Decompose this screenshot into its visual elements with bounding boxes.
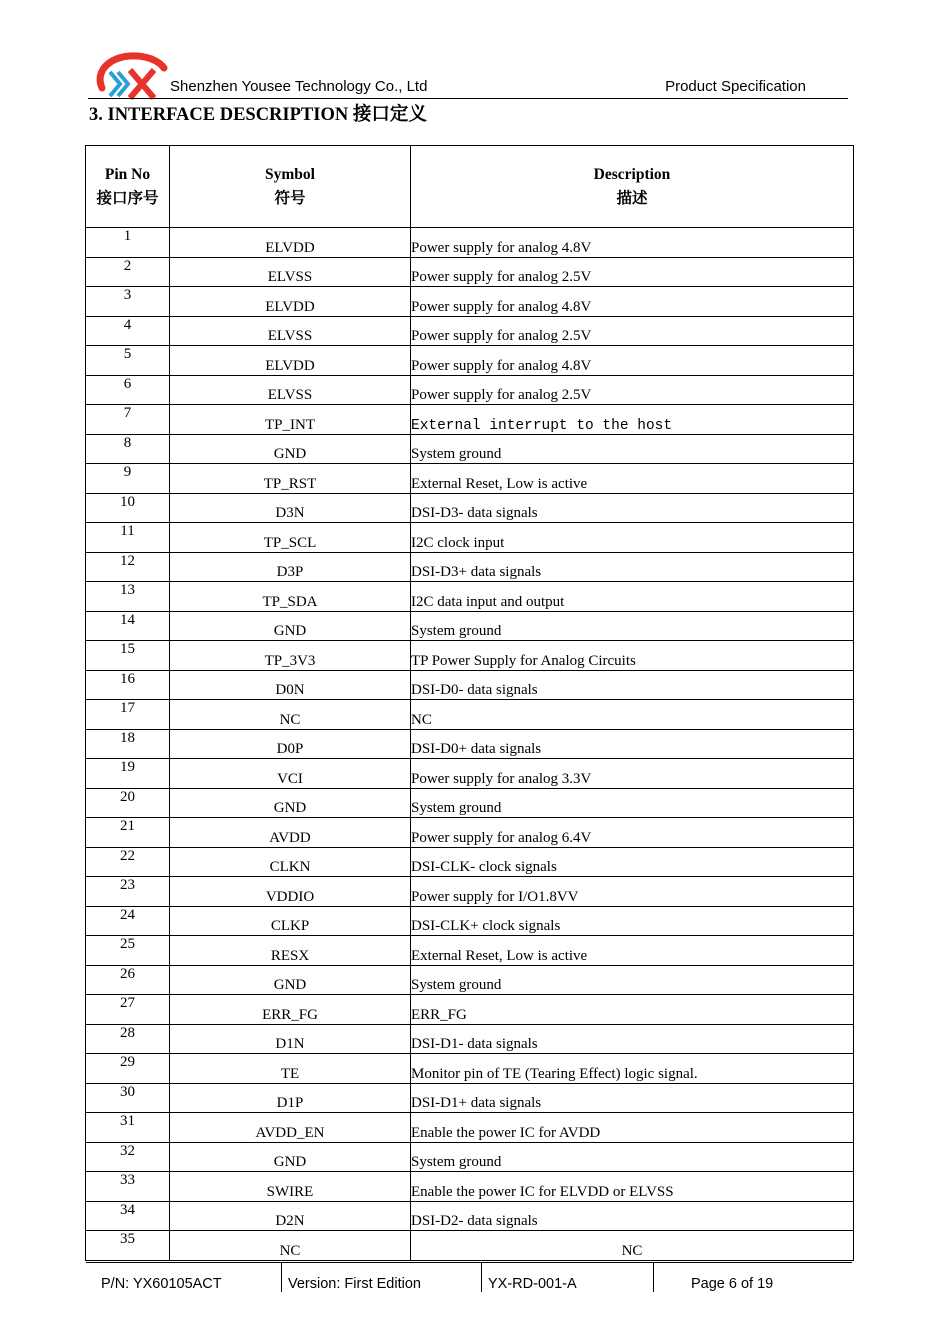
pin-symbol: TE bbox=[170, 1054, 411, 1084]
pin-description: DSI-D0- data signals bbox=[411, 670, 854, 700]
table-row bbox=[86, 995, 854, 1025]
pin-description: External Reset, Low is active bbox=[411, 936, 854, 966]
table-row bbox=[86, 1113, 854, 1143]
pin-number: 14 bbox=[86, 611, 170, 641]
col-header-description bbox=[411, 146, 854, 228]
pin-number: 11 bbox=[86, 523, 170, 553]
pin-symbol: ELVDD bbox=[170, 287, 411, 317]
pin-symbol: TP_SCL bbox=[170, 523, 411, 553]
pin-symbol: NC bbox=[170, 700, 411, 730]
col-header-description-en: Description bbox=[593, 165, 671, 183]
pin-symbol: CLKN bbox=[170, 847, 411, 877]
table-row bbox=[86, 1142, 854, 1172]
table-row bbox=[86, 434, 854, 464]
document-number: YX-RD-001-A bbox=[488, 1276, 577, 1292]
pin-symbol: TP_SDA bbox=[170, 582, 411, 612]
pin-symbol: D1P bbox=[170, 1083, 411, 1113]
pin-number: 35 bbox=[86, 1231, 170, 1261]
pin-number: 32 bbox=[86, 1142, 170, 1172]
table-row bbox=[86, 670, 854, 700]
pin-symbol: NC bbox=[170, 1231, 411, 1261]
pin-symbol: SWIRE bbox=[170, 1172, 411, 1202]
pin-number: 22 bbox=[86, 847, 170, 877]
col-header-symbol bbox=[170, 146, 411, 228]
pin-description: External interrupt to the host bbox=[411, 405, 854, 435]
pin-symbol: D3P bbox=[170, 552, 411, 582]
pin-description: I2C clock input bbox=[411, 523, 854, 553]
pin-number: 24 bbox=[86, 906, 170, 936]
pin-number: 15 bbox=[86, 641, 170, 671]
pin-description: Power supply for analog 2.5V bbox=[411, 316, 854, 346]
table-row bbox=[86, 906, 854, 936]
pin-symbol: AVDD_EN bbox=[170, 1113, 411, 1143]
pin-description: System ground bbox=[411, 1142, 854, 1172]
interface-table bbox=[85, 145, 854, 1261]
pin-symbol: AVDD bbox=[170, 818, 411, 848]
pin-description: DSI-CLK- clock signals bbox=[411, 847, 854, 877]
pin-description: DSI-D3- data signals bbox=[411, 493, 854, 523]
pin-symbol: D2N bbox=[170, 1201, 411, 1231]
table-row bbox=[86, 1201, 854, 1231]
table-row bbox=[86, 582, 854, 612]
pin-number: 7 bbox=[86, 405, 170, 435]
table-row bbox=[86, 1172, 854, 1202]
pin-symbol: D1N bbox=[170, 1024, 411, 1054]
pin-description: Power supply for analog 2.5V bbox=[411, 257, 854, 287]
table-row bbox=[86, 729, 854, 759]
pin-description: System ground bbox=[411, 965, 854, 995]
pin-symbol: D0N bbox=[170, 670, 411, 700]
table-row bbox=[86, 936, 854, 966]
pin-symbol: ELVDD bbox=[170, 346, 411, 376]
pin-description: TP Power Supply for Analog Circuits bbox=[411, 641, 854, 671]
pin-symbol: VCI bbox=[170, 759, 411, 789]
pin-description: DSI-D1+ data signals bbox=[411, 1083, 854, 1113]
table-row bbox=[86, 1083, 854, 1113]
page-footer bbox=[86, 1262, 852, 1292]
pin-description: DSI-D1- data signals bbox=[411, 1024, 854, 1054]
pin-description: Power supply for analog 4.8V bbox=[411, 287, 854, 317]
pin-symbol: D3N bbox=[170, 493, 411, 523]
header-rule bbox=[88, 98, 848, 99]
table-row bbox=[86, 316, 854, 346]
pin-description: Power supply for analog 6.4V bbox=[411, 818, 854, 848]
document-type: Product Specification bbox=[665, 78, 806, 95]
pin-number: 20 bbox=[86, 788, 170, 818]
table-row bbox=[86, 346, 854, 376]
pin-description: Power supply for analog 2.5V bbox=[411, 375, 854, 405]
table-row bbox=[86, 287, 854, 317]
table-row bbox=[86, 464, 854, 494]
pin-description: Power supply for I/O1.8VV bbox=[411, 877, 854, 907]
table-row bbox=[86, 641, 854, 671]
pin-description: System ground bbox=[411, 611, 854, 641]
pin-symbol: GND bbox=[170, 788, 411, 818]
table-row bbox=[86, 493, 854, 523]
pin-description: Enable the power IC for ELVDD or ELVSS bbox=[411, 1172, 854, 1202]
pin-description: External Reset, Low is active bbox=[411, 464, 854, 494]
table-row bbox=[86, 405, 854, 435]
pin-symbol: CLKP bbox=[170, 906, 411, 936]
pin-number: 29 bbox=[86, 1054, 170, 1084]
col-header-pin bbox=[86, 146, 170, 228]
pin-number: 34 bbox=[86, 1201, 170, 1231]
pin-number: 1 bbox=[86, 228, 170, 258]
pin-symbol: TP_RST bbox=[170, 464, 411, 494]
pin-symbol: GND bbox=[170, 611, 411, 641]
pin-number: 26 bbox=[86, 965, 170, 995]
table-row bbox=[86, 523, 854, 553]
table-row bbox=[86, 611, 854, 641]
pin-number: 21 bbox=[86, 818, 170, 848]
pin-symbol: RESX bbox=[170, 936, 411, 966]
pin-symbol: GND bbox=[170, 965, 411, 995]
col-header-symbol-cn: 符号 bbox=[274, 189, 306, 207]
pin-number: 18 bbox=[86, 729, 170, 759]
table-row bbox=[86, 788, 854, 818]
pin-number: 31 bbox=[86, 1113, 170, 1143]
page-header bbox=[88, 48, 848, 100]
table-row bbox=[86, 700, 854, 730]
col-header-symbol-en: Symbol bbox=[265, 165, 315, 183]
pin-number: 10 bbox=[86, 493, 170, 523]
pin-number: 8 bbox=[86, 434, 170, 464]
page-number: Page 6 of 19 bbox=[691, 1276, 774, 1292]
version: Version: First Edition bbox=[288, 1276, 421, 1292]
pin-description: DSI-CLK+ clock signals bbox=[411, 906, 854, 936]
table-row bbox=[86, 552, 854, 582]
table-row bbox=[86, 1024, 854, 1054]
pin-description: DSI-D3+ data signals bbox=[411, 552, 854, 582]
pin-symbol: D0P bbox=[170, 729, 411, 759]
section-title: 3. INTERFACE DESCRIPTION 接口定义 bbox=[89, 105, 427, 125]
pin-number: 33 bbox=[86, 1172, 170, 1202]
pin-description: I2C data input and output bbox=[411, 582, 854, 612]
pin-number: 6 bbox=[86, 375, 170, 405]
col-header-pin-cn: 接口序号 bbox=[96, 189, 159, 207]
pin-description: NC bbox=[411, 700, 854, 730]
pin-symbol: ERR_FG bbox=[170, 995, 411, 1025]
table-row bbox=[86, 877, 854, 907]
pin-number: 3 bbox=[86, 287, 170, 317]
pin-number: 27 bbox=[86, 995, 170, 1025]
pin-description: DSI-D2- data signals bbox=[411, 1201, 854, 1231]
table-row bbox=[86, 759, 854, 789]
table-row bbox=[86, 1054, 854, 1084]
pin-symbol: ELVSS bbox=[170, 375, 411, 405]
col-header-pin-en: Pin No bbox=[104, 165, 151, 183]
table-row bbox=[86, 257, 854, 287]
part-number: P/N: YX60105ACT bbox=[101, 1276, 222, 1292]
pin-number: 16 bbox=[86, 670, 170, 700]
table-row bbox=[86, 228, 854, 258]
table-row bbox=[86, 965, 854, 995]
pin-description: ERR_FG bbox=[411, 995, 854, 1025]
table-row bbox=[86, 818, 854, 848]
table-header-row bbox=[86, 146, 854, 228]
pin-description: Power supply for analog 3.3V bbox=[411, 759, 854, 789]
footer-divider bbox=[281, 1263, 282, 1292]
pin-number: 23 bbox=[86, 877, 170, 907]
pin-description: NC bbox=[411, 1231, 854, 1261]
pin-symbol: ELVSS bbox=[170, 257, 411, 287]
company-logo-icon bbox=[90, 50, 168, 100]
pin-number: 2 bbox=[86, 257, 170, 287]
table-row bbox=[86, 847, 854, 877]
table-row bbox=[86, 375, 854, 405]
pin-description: Power supply for analog 4.8V bbox=[411, 346, 854, 376]
footer-divider bbox=[481, 1263, 482, 1292]
pin-symbol: TP_3V3 bbox=[170, 641, 411, 671]
company-name: Shenzhen Yousee Technology Co., Ltd bbox=[170, 78, 428, 95]
pin-number: 17 bbox=[86, 700, 170, 730]
pin-symbol: TP_INT bbox=[170, 405, 411, 435]
pin-description: System ground bbox=[411, 788, 854, 818]
pin-symbol: VDDIO bbox=[170, 877, 411, 907]
pin-symbol: GND bbox=[170, 1142, 411, 1172]
pin-description: DSI-D0+ data signals bbox=[411, 729, 854, 759]
table-body bbox=[86, 228, 854, 1261]
table-row bbox=[86, 1231, 854, 1261]
pin-description: Monitor pin of TE (Tearing Effect) logic signal. bbox=[411, 1054, 854, 1084]
pin-number: 12 bbox=[86, 552, 170, 582]
pin-description: Enable the power IC for AVDD bbox=[411, 1113, 854, 1143]
pin-number: 13 bbox=[86, 582, 170, 612]
pin-number: 9 bbox=[86, 464, 170, 494]
pin-description: System ground bbox=[411, 434, 854, 464]
pin-number: 30 bbox=[86, 1083, 170, 1113]
pin-number: 19 bbox=[86, 759, 170, 789]
pin-number: 28 bbox=[86, 1024, 170, 1054]
pin-description: Power supply for analog 4.8V bbox=[411, 228, 854, 258]
pin-symbol: ELVSS bbox=[170, 316, 411, 346]
pin-symbol: ELVDD bbox=[170, 228, 411, 258]
pin-symbol: GND bbox=[170, 434, 411, 464]
pin-number: 25 bbox=[86, 936, 170, 966]
col-header-description-cn: 描述 bbox=[616, 189, 648, 207]
footer-divider bbox=[653, 1263, 654, 1292]
pin-number: 4 bbox=[86, 316, 170, 346]
pin-number: 5 bbox=[86, 346, 170, 376]
